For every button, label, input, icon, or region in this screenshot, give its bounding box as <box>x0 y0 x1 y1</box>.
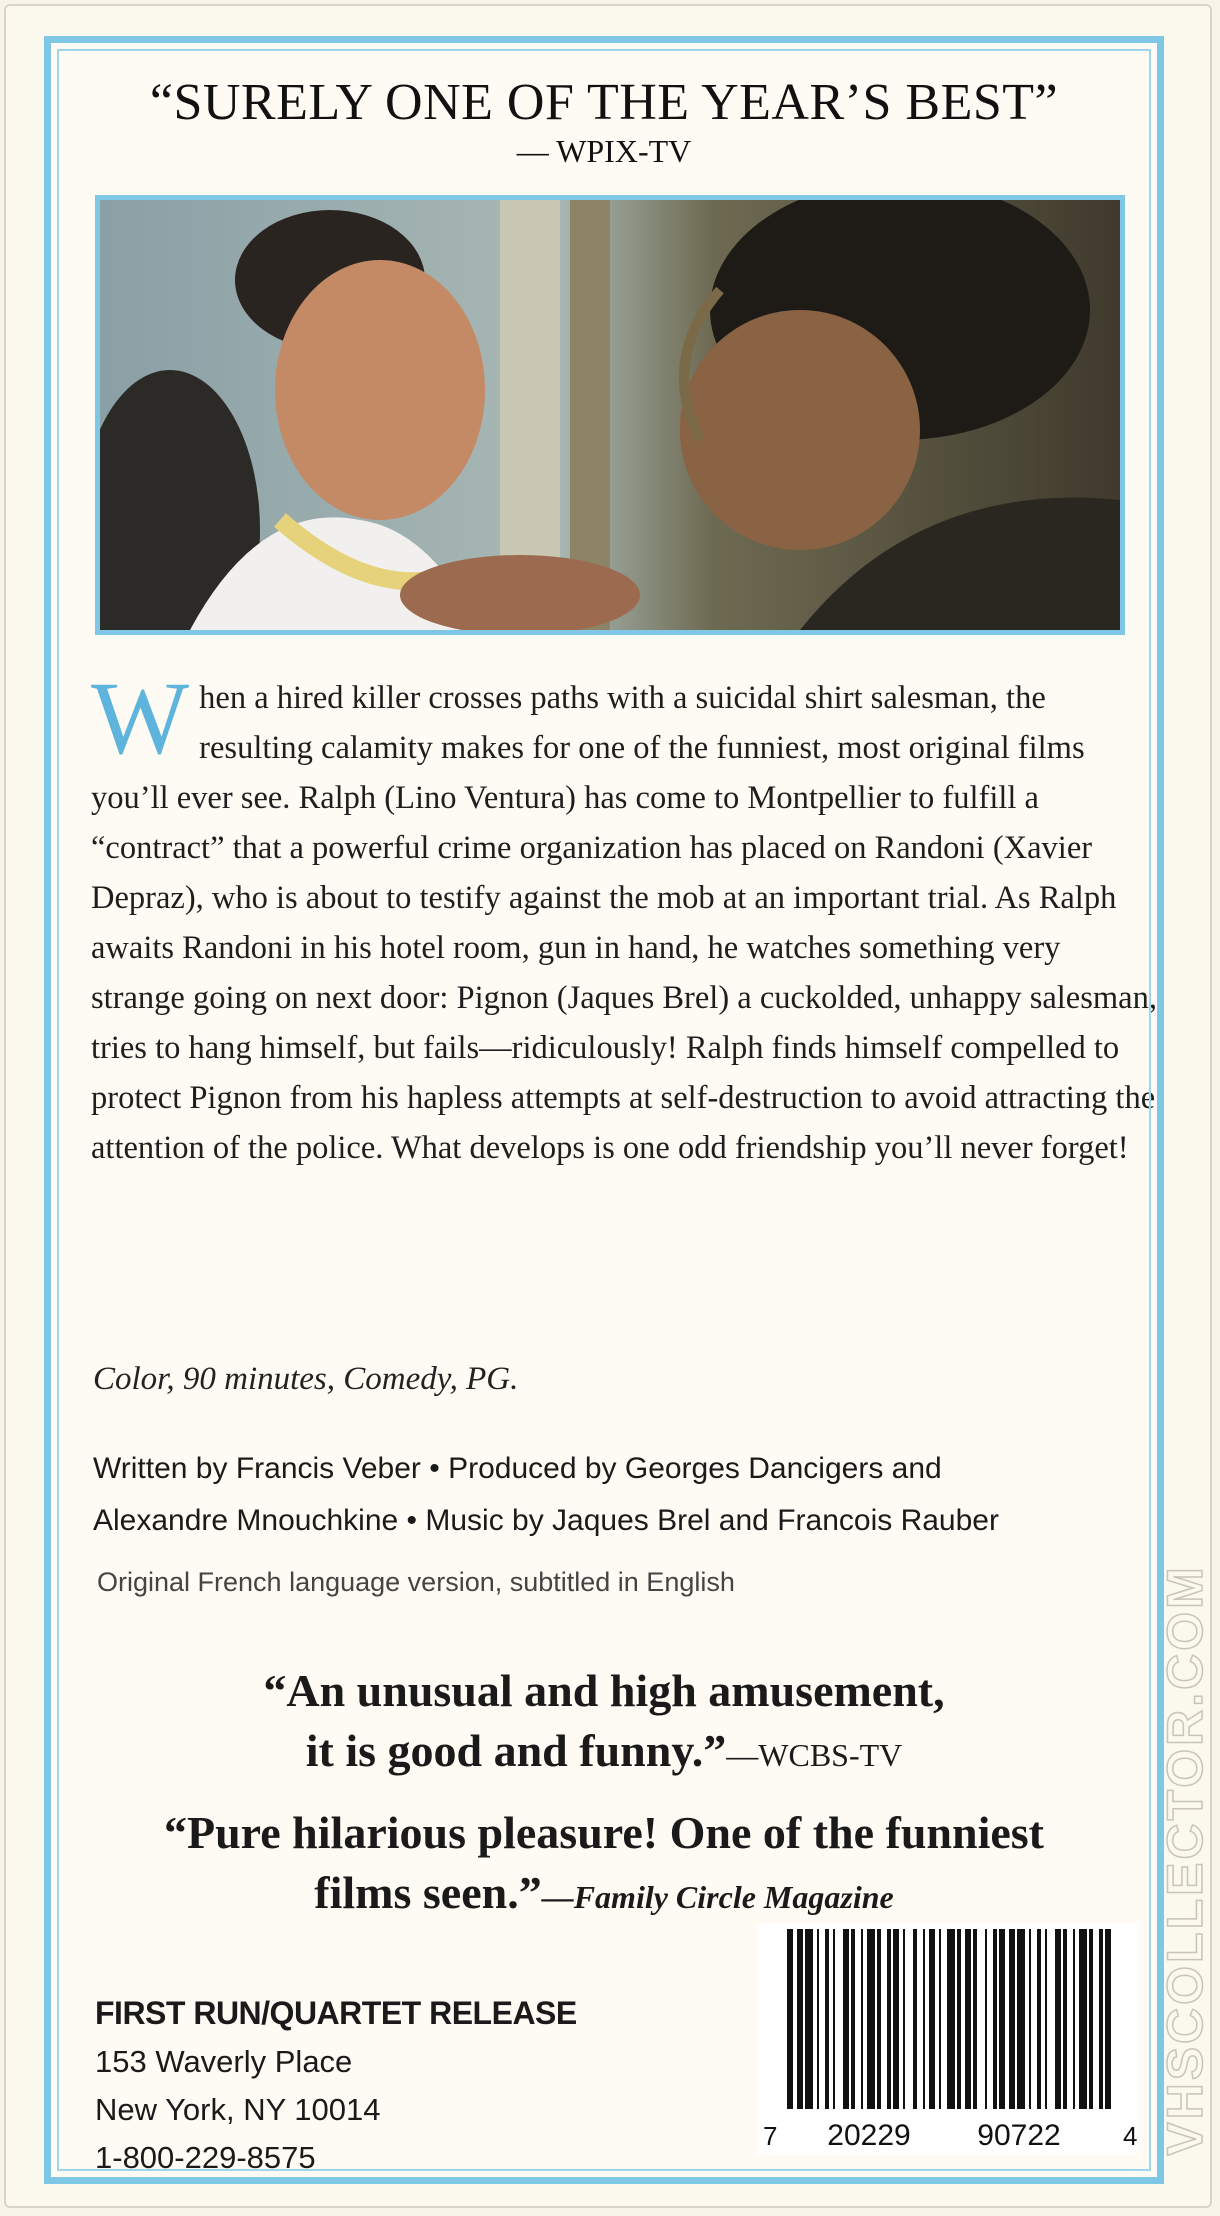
barcode-bar <box>929 1929 935 2109</box>
film-still-illustration <box>100 200 1120 630</box>
barcode-bar <box>973 1929 977 2109</box>
barcode-bar <box>947 1929 955 2109</box>
blue-border-frame <box>44 36 1164 2184</box>
barcode-bar <box>1017 1929 1025 2109</box>
barcode-bar <box>1055 1929 1061 2109</box>
barcode-bar <box>787 1929 793 2109</box>
distributor-info <box>95 1995 577 2176</box>
barcode-bar <box>957 1929 961 2109</box>
barcode-bar <box>893 1929 899 2109</box>
site-watermark <box>1157 1530 1213 2190</box>
language-note: Original French language version, subtitled in English <box>97 1567 735 1597</box>
barcode-bar <box>1079 1929 1087 2109</box>
synopsis-text: hen a hired killer crosses paths with a suicidal shirt salesman, the resulting calamity makes for one of the funniest, most original films you’ll ever see. Ralph (Lino Ventura) has come to Montpellier to fulfill a “contract” that a powerful crime organization has placed on Randoni (Xavier Depraz), who is about to testify against the mob at an important trial. As Ralph awaits Randoni in his hotel room, gun in hand, he watches something very strange going on next door: Pignon (Jaques Brel) a cuckolded, unhappy salesman, tries to hang himself, but fails—ridiculously! Ralph finds himself compelled to protect Pignon from his hapless attempts at self-destruction to avoid attracting the attention of the police. What develops is one odd friendship you’ll never forget! <box>91 680 1157 1166</box>
barcode-bar <box>913 1929 917 2109</box>
vhs-back-cover <box>4 4 1212 2208</box>
review-quote-2-line-2: films seen.” <box>314 1867 542 1918</box>
distributor-name: FIRST RUN/QUARTET RELEASE <box>95 1995 577 2031</box>
barcode-bar <box>939 1929 941 2109</box>
watermark-text: VHSCOLLECTOR.COM <box>1157 1564 1213 2156</box>
review-quote-1-source: —WCBS-TV <box>726 1737 903 1773</box>
barcode-bar <box>1029 1929 1031 2109</box>
film-credits <box>93 1443 1153 1547</box>
barcode-bar <box>861 1929 863 2109</box>
barcode-bar <box>1063 1929 1067 2109</box>
film-still-photo <box>95 195 1125 635</box>
barcode-bar <box>843 1929 849 2109</box>
review-quote-2 <box>51 1803 1157 1927</box>
barcode-bar <box>1009 1929 1015 2109</box>
headline-quote: “SURELY ONE OF THE YEAR’S BEST” <box>149 74 1059 131</box>
review-quote-1 <box>51 1661 1157 1785</box>
distributor-phone: 1-800-229-8575 <box>95 2140 316 2175</box>
review-quote-1-line-1: “An unusual and high amusement, <box>263 1665 945 1716</box>
barcode-right-digit: 4 <box>1123 2121 1137 2151</box>
barcode-bar <box>1099 1929 1103 2109</box>
barcode-group-1: 20229 <box>827 2119 911 2152</box>
barcode-bar <box>797 1929 803 2109</box>
barcode-bar <box>1037 1929 1041 2109</box>
barcode-bar <box>1045 1929 1047 2109</box>
barcode-left-digit: 7 <box>763 2121 778 2151</box>
headline-quote-source: — WPIX-TV <box>516 133 692 169</box>
barcode-bar <box>817 1929 819 2109</box>
barcode-bar <box>887 1929 891 2109</box>
barcode-bar <box>903 1929 905 2109</box>
barcode-bar <box>999 1929 1005 2109</box>
credits-line-2: Alexandre Mnouchkine • Music by Jaques Brel and Francois Rauber <box>93 1504 999 1537</box>
credits-line-1: Written by Francis Veber • Produced by Georges Dancigers and <box>93 1452 942 1485</box>
barcode-bar <box>805 1929 813 2109</box>
barcode-bar <box>923 1929 925 2109</box>
review-quote-2-line-1: “Pure hilarious pleasure! One of the funniest <box>164 1807 1044 1858</box>
barcode-bar <box>985 1929 987 2109</box>
barcode-bar <box>867 1929 875 2109</box>
synopsis-dropcap: W <box>91 661 190 776</box>
barcode-bar <box>965 1929 971 2109</box>
barcode-bar <box>833 1929 835 2109</box>
barcode-group-2: 90722 <box>977 2119 1061 2152</box>
barcode-bar <box>1089 1929 1093 2109</box>
barcode-bar <box>1073 1929 1075 2109</box>
barcode-bar <box>851 1929 855 2109</box>
distributor-address-2: New York, NY 10014 <box>95 2092 381 2127</box>
distributor-address-1: 153 Waverly Place <box>95 2044 353 2079</box>
upc-barcode <box>757 1923 1137 2155</box>
barcode-bar <box>825 1929 829 2109</box>
review-quote-1-line-2: it is good and funny.” <box>305 1725 727 1776</box>
barcode-bar <box>993 1929 997 2109</box>
barcode-bar <box>1105 1929 1111 2109</box>
barcode-bar <box>877 1929 881 2109</box>
film-details: Color, 90 minutes, Comedy, PG. <box>93 1361 519 1397</box>
review-quote-2-source: —Family Circle Magazine <box>541 1879 894 1915</box>
synopsis-paragraph <box>91 661 1161 1173</box>
